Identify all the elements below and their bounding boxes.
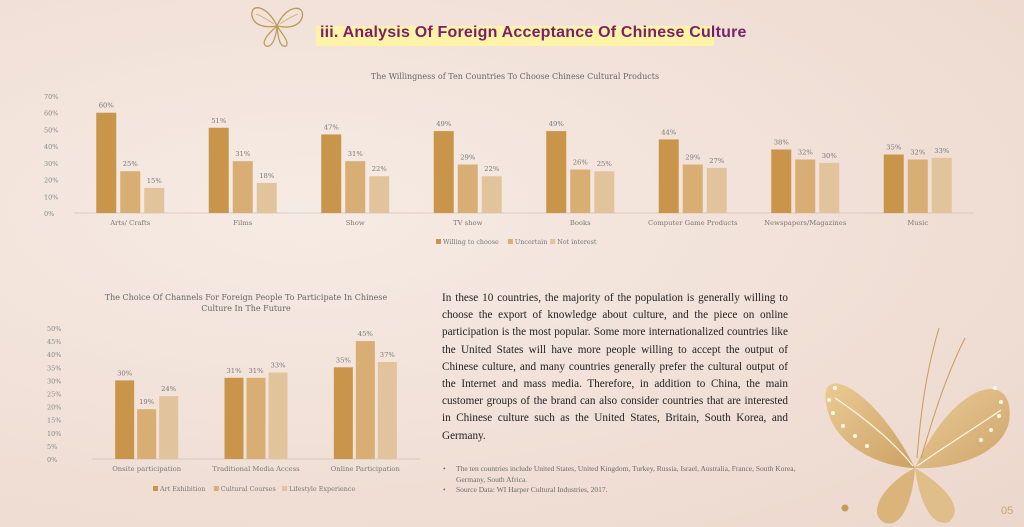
data-label: 33% [270, 361, 286, 370]
x-tick-label: Computer Game Products [648, 219, 738, 227]
bar-not-interest [257, 183, 277, 213]
bar-willing-to-choose [96, 113, 116, 213]
data-label: 35% [886, 143, 902, 152]
data-label: 49% [436, 120, 452, 129]
data-label: 45% [357, 330, 373, 339]
data-label: 31% [235, 150, 251, 159]
data-label: 30% [821, 151, 837, 160]
bar-willing-to-choose [209, 128, 229, 213]
bar-cultural-courses [247, 378, 266, 459]
analysis-paragraph: In these 10 countries, the majority of the population is generally willing to choose the export of knowledge about culture, and the piece on online participation is the most popular. Some more internationalized countries like the United States will have more people willing to accept the output of Chinese culture, and many countries generally prefer the cultural output of the Internet and mass media. Therefore, in addition to China, the main customer groups of the brand can also consider countries that are interested in Chinese culture such as the United States, Britain, South Korea, and Germany. [442, 292, 788, 442]
data-label: 32% [910, 148, 926, 157]
footnote-countries: • The ten countries include United States, United Kingdom, Turkey, Russia, Israel, Australia, France, South Korea, Germany, South Africa. [443, 464, 796, 484]
legend-swatch [436, 239, 441, 244]
x-tick-label: Books [569, 219, 591, 227]
y-tick-label: 40% [47, 351, 62, 360]
page-title: iii. Analysis Of Foreign Acceptance Of Chinese Culture [320, 24, 747, 41]
x-tick-label: Newspapers/Magazines [764, 219, 847, 227]
chart-title: Culture In The Future [201, 304, 291, 313]
y-tick-label: 20% [47, 403, 62, 412]
legend-swatch [508, 239, 513, 244]
footnote-bullet: • [443, 464, 446, 473]
footnote-source: • Source Data: WI Harper Cultural Industries, 2017. [443, 485, 608, 494]
bar-lifestyle-experience [159, 396, 178, 459]
bar-not-interest [932, 158, 952, 213]
bar-lifestyle-experience [269, 373, 288, 459]
x-tick-label: Onsite participation [112, 465, 182, 473]
legend-swatch [153, 486, 158, 491]
bar-not-interest [369, 176, 389, 213]
data-label: 37% [379, 351, 395, 360]
data-label: 24% [161, 385, 177, 394]
bar-uncertain [233, 161, 253, 213]
y-tick-label: 50% [44, 126, 59, 135]
data-label: 47% [323, 123, 339, 132]
data-label: 15% [146, 176, 162, 185]
chart-title: The Choice Of Channels For Foreign People To Participate In Chinese [104, 293, 388, 302]
x-tick-label: TV show [453, 219, 483, 227]
y-tick-label: 45% [47, 338, 62, 347]
y-tick-label: 35% [47, 364, 62, 373]
butterfly-decoration-icon [805, 318, 1024, 527]
bar-willing-to-choose [434, 131, 454, 213]
x-tick-label: Show [345, 219, 365, 227]
butterfly-outline-icon [246, 2, 308, 50]
y-tick-label: 20% [44, 176, 59, 185]
data-label: 19% [139, 398, 155, 407]
bar-willing-to-choose [321, 134, 341, 213]
x-tick-label: Online Participation [330, 465, 400, 473]
y-tick-label: 30% [47, 377, 62, 386]
data-label: 32% [797, 148, 813, 157]
legend-swatch [214, 486, 219, 491]
bar-cultural-courses [356, 341, 375, 459]
data-label: 30% [117, 369, 133, 378]
bar-uncertain [683, 165, 703, 213]
bar-willing-to-choose [546, 131, 566, 213]
y-tick-label: 10% [44, 193, 59, 202]
bar-willing-to-choose [659, 139, 679, 213]
data-label: 35% [335, 356, 351, 365]
x-tick-label: Arts/ Crafts [110, 219, 151, 227]
bar-uncertain [458, 165, 478, 213]
legend-label: Cultural Courses [220, 485, 276, 493]
data-label: 22% [484, 165, 500, 174]
bar-uncertain [908, 160, 928, 213]
data-label: 27% [709, 156, 725, 165]
data-label: 51% [211, 116, 227, 125]
footnotes [443, 464, 803, 496]
page-number: 05 [1001, 505, 1014, 517]
bar-uncertain [795, 160, 815, 213]
data-label: 22% [371, 165, 387, 174]
data-label: 60% [98, 101, 114, 110]
data-label: 31% [347, 150, 363, 159]
x-tick-label: Music [907, 219, 929, 227]
bar-not-interest [707, 168, 727, 213]
legend-swatch [282, 486, 287, 491]
bar-uncertain [570, 170, 590, 213]
bar-not-interest [594, 171, 614, 213]
legend-label: Not interest [557, 238, 597, 246]
data-label: 38% [773, 138, 789, 147]
data-label: 33% [934, 146, 950, 155]
data-label: 31% [226, 366, 242, 375]
legend-label: Uncertain [514, 238, 548, 246]
legend-swatch [550, 239, 555, 244]
x-tick-label: Traditional Media Access [212, 465, 300, 473]
y-tick-label: 30% [44, 159, 59, 168]
y-tick-label: 10% [47, 429, 62, 438]
data-label: 25% [596, 160, 612, 169]
bar-cultural-courses [137, 409, 156, 459]
y-tick-label: 25% [47, 390, 62, 399]
bar-willing-to-choose [771, 149, 791, 213]
channels-chart [0, 286, 440, 512]
bar-willing-to-choose [884, 155, 904, 214]
bar-not-interest [482, 176, 502, 213]
y-tick-label: 15% [47, 416, 62, 425]
bar-art-exhibition [334, 367, 353, 459]
bar-art-exhibition [115, 380, 134, 459]
legend-label: Lifestyle Experience [289, 485, 356, 493]
bar-not-interest [819, 163, 839, 213]
data-label: 29% [460, 153, 476, 162]
bar-uncertain [345, 161, 365, 213]
footnote-bullet: • [443, 485, 446, 494]
bar-art-exhibition [225, 378, 244, 459]
data-label: 29% [685, 153, 701, 162]
bar-not-interest [144, 188, 164, 213]
data-label: 31% [248, 366, 264, 375]
y-tick-label: 50% [47, 325, 62, 333]
y-tick-label: 0% [47, 456, 58, 464]
y-tick-label: 0% [44, 210, 55, 218]
data-label: 25% [122, 160, 138, 169]
data-label: 44% [661, 128, 677, 137]
willingness-chart [0, 64, 1024, 264]
legend-label: Willing to choose [443, 238, 499, 246]
bar-uncertain [120, 171, 140, 213]
legend-label: Art Exhibition [160, 485, 206, 493]
data-label: 49% [548, 120, 564, 129]
y-tick-label: 40% [44, 143, 59, 152]
y-tick-label: 5% [47, 442, 58, 451]
x-tick-label: Films [233, 219, 253, 227]
bar-lifestyle-experience [378, 362, 397, 459]
y-tick-label: 60% [44, 109, 59, 118]
data-label: 18% [259, 171, 275, 180]
data-label: 26% [572, 158, 588, 167]
y-tick-label: 70% [44, 93, 59, 101]
chart-title: The Willingness of Ten Countries To Choose Chinese Cultural Products [370, 72, 660, 81]
